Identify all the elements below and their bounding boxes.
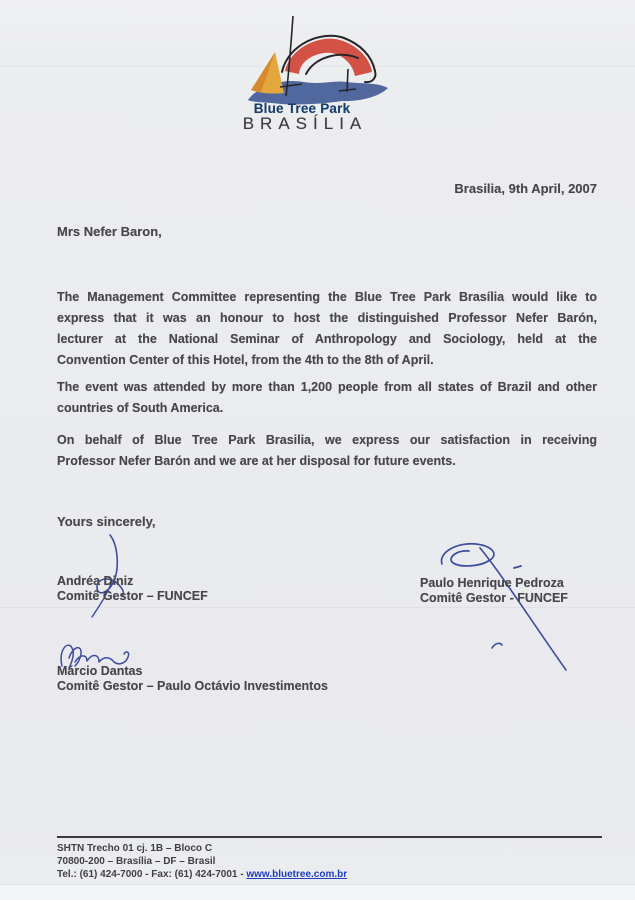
footer (57, 842, 347, 881)
salutation: Mrs Nefer Baron, (57, 224, 162, 239)
paragraph-line: On behalf of Blue Tree Park Brasilia, we express our satisfaction in receiving (57, 433, 597, 447)
closing: Yours sincerely, (57, 514, 156, 529)
footer-address-line2: 70800-200 – Brasília – DF – Brasil (57, 856, 216, 867)
blue-tree-park-logo (242, 14, 392, 106)
paragraph-line: The Management Committee representing the Blue Tree Park Brasília would like to (57, 290, 597, 304)
signature-title: Comitê Gestor – FUNCEF (57, 589, 208, 603)
signature-name: Andréa Diniz (57, 574, 134, 588)
footer-address-line1: SHTN Trecho 01 cj. 1B – Bloco C (57, 843, 213, 854)
signature-title: Comitê Gestor – Paulo Octávio Investimentos (57, 679, 328, 693)
scan-edge (0, 884, 635, 900)
paragraph-line: Professor Nefer Barón and we are at her disposal for future events. (57, 454, 456, 468)
paragraph-line: express that it was an honour to host the distinguished Professor Nefer Barón, (57, 311, 597, 325)
letter-date: Brasilia, 9th April, 2007 (454, 181, 597, 196)
footer-divider (57, 836, 602, 838)
paragraph-2 (57, 377, 597, 419)
paragraph-line: lecturer at the National Seminar of Anthropology and Sociology, held at the (57, 332, 597, 346)
footer-contact-line (57, 868, 347, 881)
footer-contact-text: Tel.: (61) 424-7000 - Fax: (61) 424-7001 - (57, 869, 247, 880)
signature-name: Paulo Henrique Pedroza (420, 576, 564, 590)
paragraph-3 (57, 430, 597, 472)
signature-name: Márcio Dantas (57, 664, 143, 678)
paragraph-line: The event was attended by more than 1,200 people from all states of Brazil and other (57, 380, 597, 394)
website-link[interactable]: www.bluetree.com.br (246, 869, 348, 880)
logo-brand-name: Blue Tree Park (253, 101, 351, 116)
logo-city-name: BRASÍLIA (242, 114, 368, 133)
paragraph-1 (57, 287, 597, 371)
signature-stroke-paulo (428, 538, 588, 678)
paragraph-line: countries of South America. (57, 401, 224, 415)
signature-title: Comitê Gestor - FUNCEF (420, 591, 568, 605)
paragraph-line: Convention Center of this Hotel, from the 4th to the 8th of April. (57, 353, 434, 367)
paper-fold-line (0, 607, 635, 609)
